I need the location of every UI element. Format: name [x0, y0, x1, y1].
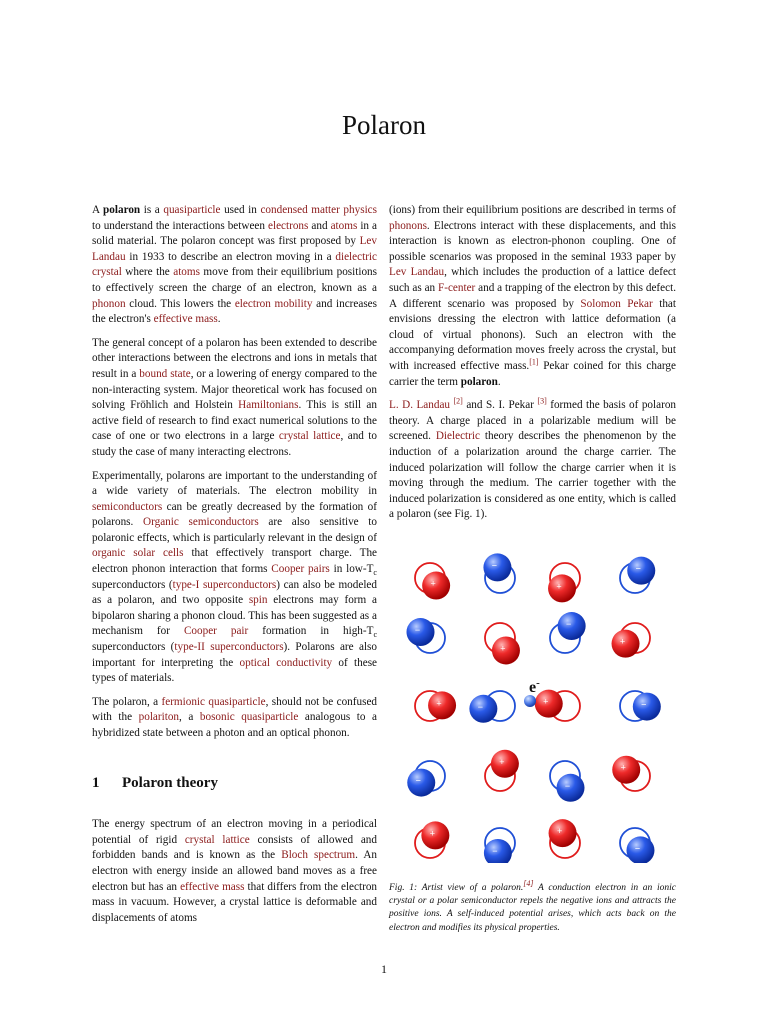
link-electrons[interactable]: electrons [268, 219, 309, 232]
electron-label: e- [529, 677, 540, 696]
positive-ion [549, 819, 577, 847]
experimental-paragraph: Experimentally, polarons are important to the understanding of a wide variety of materials. The electron mobility in semiconductors can be greatly decreased by the formation of polarons. Organic semiconductors are also sensitive to polaronic effects, which is particularly relevant in the design of organic solar cells that effectively transport charge. The electron phonon interaction that forms Cooper pairs in low-$T_c$ superconductors (type-I superconductors) can also be modeled as a polaron, and two opposite spin electrons may form a bipolaron sharing a phonon cloud. This has been suggested as a mechanism for Cooper pair formation in high-$T_c$ superconductors (type-II superconductors). Polarons are also important for interpreting the optical conductivity of these types of materials. [92, 469, 378, 685]
link-dielectric[interactable]: Dielectric [435, 430, 480, 443]
link-fermionic-quasiparticle[interactable]: fermionic quasiparticle [161, 695, 266, 708]
link-atoms-2[interactable]: atoms [173, 266, 200, 279]
left-column [92, 203, 377, 934]
reference-2[interactable]: [2] [453, 396, 463, 406]
plus-sign-icon: + [500, 643, 506, 654]
polaron-figure [395, 548, 680, 863]
link-phonon[interactable]: phonon [92, 297, 126, 310]
link-dielectric-crystal[interactable]: dielectric crystal [92, 250, 377, 279]
electron [524, 695, 536, 707]
plus-sign-icon: + [556, 826, 563, 837]
minus-sign-icon: − [564, 780, 571, 791]
link-polariton[interactable]: polariton [138, 711, 180, 724]
term-polaron: polaron [103, 204, 141, 216]
plus-sign-icon: + [499, 756, 505, 767]
polariton-paragraph: The polaron, a fermionic quasiparticle, should not be confused with the polariton, a bosonic quasiparticle analogous to a hybridized state between a photon and an optical phonon. [92, 695, 378, 739]
link-type-ii-superconductors[interactable]: type-II superconductors [174, 641, 284, 654]
reference-4[interactable]: [4] [523, 878, 534, 888]
minus-sign-icon: − [415, 775, 421, 786]
energy-spectrum-paragraph: The energy spectrum of an electron moving in a periodical potential of rigid crystal lattice consists of allowed and forbidden bands and is known as the Bloch spectrum. An electron with energy inside an allowed band moves as a free electron but has an effective mass that differs from the electron mass in vacuum. However, a crystal lattice is deformable and displacements of atoms [92, 818, 378, 924]
link-crystal-lattice-2[interactable]: crystal lattice [184, 833, 250, 846]
minus-sign-icon: − [477, 701, 483, 712]
link-ld-landau[interactable]: L. D. Landau [389, 399, 451, 412]
link-bosonic-quasiparticle[interactable]: bosonic quasiparticle [199, 711, 299, 724]
negative-ion [633, 693, 661, 721]
link-optical-conductivity[interactable]: optical conductivity [239, 656, 333, 669]
general-concept-paragraph: The general concept of a polaron has been extended to describe other interactions between the electrons and ions in metals that result in a bound state, or a lowering of energy compared to the non-interacting system. Major theoretical work has focused on solving Fröhlich and Holstein Hamiltonians. This is still an active field of research to find exact numerical solutions to the case of one or two electrons in a large crystal lattice, and to study the case of many interacting electrons. [92, 336, 378, 458]
minus-sign-icon: − [414, 625, 421, 636]
negative-ion [407, 769, 435, 797]
link-bound-state[interactable]: bound state [139, 367, 191, 380]
positive-ion [421, 821, 449, 849]
link-f-center[interactable]: F-center [438, 281, 476, 294]
link-semiconductors[interactable]: semiconductors [92, 500, 163, 513]
link-cooper-pairs[interactable]: Cooper pairs [271, 563, 330, 576]
plus-sign-icon: + [429, 828, 435, 839]
link-cooper-pair[interactable]: Cooper pair [183, 625, 249, 638]
minus-sign-icon: − [635, 563, 641, 574]
minus-sign-icon: − [641, 699, 647, 710]
link-lev-landau[interactable]: Lev Landau [92, 235, 377, 263]
plus-sign-icon: + [556, 581, 562, 592]
section-title: Polaron theory [122, 774, 218, 791]
link-condensed-matter-physics[interactable]: condensed matter physics [260, 204, 377, 216]
link-effective-mass-2[interactable]: effective mass [180, 880, 245, 893]
link-bloch-spectrum[interactable]: Bloch spectrum [281, 849, 356, 862]
positive-ion [612, 630, 640, 658]
negative-ion [557, 774, 585, 802]
right-column [389, 203, 676, 531]
minus-sign-icon: − [492, 845, 498, 856]
intro-paragraph: A polaron is a quasiparticle used in condensed matter physics to understand the interactions between electrons and atoms in a solid material. The polaron concept was first proposed by Lev Landau in 1933 to describe an electron moving in a dielectric crystal where the atoms move from their equilibrium positions to effectively screen the charge of an electron, known as a phonon cloud. This lowers the electron mobility and increases the electron's effective mass. [92, 204, 378, 326]
plus-sign-icon: + [430, 578, 436, 589]
positive-ion [428, 691, 456, 719]
positive-ion [548, 574, 576, 602]
link-lev-landau-2[interactable]: Lev Landau [389, 266, 445, 279]
negative-ion [406, 618, 434, 646]
link-crystal-lattice[interactable]: crystal lattice [278, 430, 341, 443]
link-solomon-pekar[interactable]: Solomon Pekar [580, 297, 653, 310]
section-number: 1 [92, 774, 100, 791]
negative-ion [469, 695, 497, 723]
minus-sign-icon: − [491, 560, 498, 571]
negative-ion [627, 557, 655, 585]
page-number: 1 [381, 962, 387, 976]
minus-sign-icon: − [566, 619, 572, 630]
landau-pekar-paragraph: L. D. Landau [2] and S. I. Pekar [3] formed the basis of polaron theory. A charge placed in a polarizable medium will be screened. Dielectric theory describes the phenomenon by the induction of a polarization around the charge carrier. The induced polarization will follow the charge carrier when it is moving through the medium. The carrier together with the induced polarization is considered as one entity, which is called a polaron (see Fig. 1). [389, 396, 677, 521]
negative-ion [558, 612, 586, 640]
positive-ion [422, 572, 450, 600]
negative-ion [483, 553, 511, 581]
negative-ion [484, 839, 512, 863]
link-effective-mass[interactable]: effective mass [153, 313, 218, 326]
positive-ion [491, 750, 519, 778]
link-electron-mobility[interactable]: electron mobility [234, 297, 313, 310]
positive-ion [492, 636, 520, 664]
plus-sign-icon: + [543, 696, 549, 707]
reference-3[interactable]: [3] [537, 396, 547, 406]
link-hamiltonians[interactable]: Hamiltonians [238, 399, 299, 412]
positive-ion [535, 690, 563, 718]
link-atoms[interactable]: atoms [330, 219, 358, 232]
link-type-i-superconductors[interactable]: type-I superconductors [172, 578, 277, 591]
term-polaron-2: polaron [460, 375, 498, 388]
link-spin[interactable]: spin [248, 594, 268, 607]
plus-sign-icon: + [620, 762, 626, 773]
link-organic-semiconductors[interactable]: Organic semiconductors [143, 516, 259, 529]
reference-1[interactable]: [1] [529, 357, 539, 367]
plus-sign-icon: + [619, 636, 626, 647]
section-heading-polaron-theory [92, 776, 377, 792]
figure-caption: Fig. 1: Artist view of a polaron.[4] A conduction electron in an ionic crystal or a polar semiconductor repels the negative ions and attracts the positive ions. A self-induced potential arises, which acts back on the electron and modifies its physical properties. [389, 878, 676, 933]
plus-sign-icon: + [436, 698, 442, 709]
phonon-coupling-paragraph: (ions) from their equilibrium positions are described in terms of phonons. Electrons interact with these displacements, and this interaction is known as electron-phonon coupling. One of possible scenarios was proposed in the seminal 1933 paper by Lev Landau, which includes the production of a lattice defect such as an F-center and a trapping of the electron by this defect. A different scenario was proposed by Solomon Pekar that envisions dressing the electron with lattice deformation (a cloud of virtual phonons). Such an electron with the accompanying deformation moves freely across the crystal, but with increased effective mass.[1] Pekar coined for this charge carrier the term polaron. [389, 204, 676, 388]
link-phonons[interactable]: phonons [389, 219, 427, 232]
link-quasiparticle[interactable]: quasiparticle [163, 204, 221, 216]
positive-ion [612, 756, 640, 784]
link-organic-solar-cells[interactable]: organic solar cells [92, 547, 184, 560]
page-title: Polaron [342, 110, 426, 140]
minus-sign-icon: − [634, 843, 641, 854]
